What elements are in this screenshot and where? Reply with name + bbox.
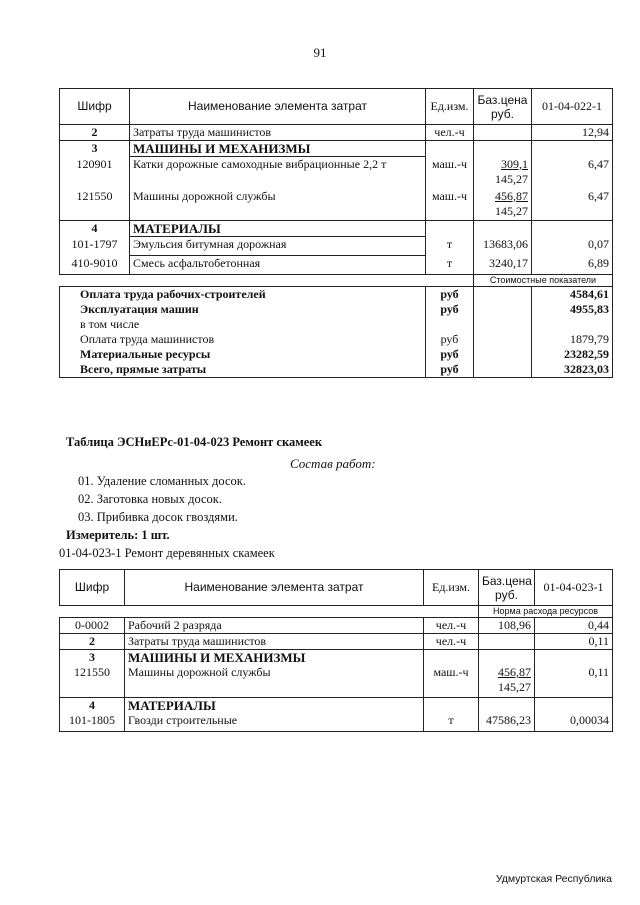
header-name: Наименование элемента затрат [125,570,424,606]
work-item: 01. Удаление сломанных досок. [78,474,246,488]
cost-name: Оплата труда рабочих-строителей [60,287,426,303]
footer-region: Удмуртская Республика [495,873,612,885]
table-row [60,618,613,634]
cell-unit [426,141,474,157]
cell-unit: маш.-ч [424,665,479,697]
meter-line: Измеритель: 1 шт. [66,528,170,542]
table-row [60,665,613,697]
cost-name: Эксплуатация машин [60,302,426,317]
cell-unit: т [424,713,479,732]
cell-value [532,221,613,237]
cost-header-row [60,275,613,287]
cell-price [474,221,532,237]
header-code: Шифр [60,570,125,606]
table-row [60,221,613,237]
cell-code: 2 [60,125,130,141]
cost-row [60,362,613,378]
cell-name: МАШИНЫ И МЕХАНИЗМЫ [130,141,426,157]
cost-price [474,362,532,378]
cell-code: 4 [60,221,130,237]
header-price: Баз.цена руб. [479,570,535,606]
cost-price [474,287,532,303]
cell-price [474,157,532,189]
price-value-2: 145,27 [498,680,531,694]
cost-row [60,317,613,332]
table-row [60,697,613,713]
cost-unit [426,317,474,332]
cost-unit: руб [426,287,474,303]
price-value-2: 145,27 [495,171,528,186]
cost-header: Стоимостные показатели [474,275,613,287]
table-row [60,650,613,666]
cell-unit [426,221,474,237]
norm-header-row [60,606,613,618]
cell-unit [424,697,479,713]
cell-price [474,141,532,157]
header-norm: 01-04-022-1 [532,89,613,125]
cost-row [60,287,613,303]
cost-header-spacer [60,275,474,287]
work-item: 02. Заготовка новых досок. [78,492,223,506]
cell-price [474,125,532,141]
cell-price [479,697,535,713]
cell-unit: т [426,237,474,256]
table-row [60,125,613,141]
cell-name: Машины дорожной службы [125,665,424,697]
cost-unit: руб [426,302,474,317]
cell-unit: маш.-ч [426,189,474,221]
page-number: 91 [313,45,327,60]
header-price: Баз.цена руб. [474,89,532,125]
cost-value [532,317,613,332]
cost-unit: руб [426,332,474,347]
header-name: Наименование элемента затрат [130,89,426,125]
resource-table-2 [59,569,613,732]
section-title: Таблица ЭСНиЕРс-01-04-023 Ремонт скамеек [66,435,323,449]
cell-name: МАТЕРИАЛЫ [130,221,426,237]
cell-code: 121550 [60,189,130,221]
cell-unit: чел.-ч [424,634,479,650]
table-row [60,256,613,275]
cell-unit [424,650,479,666]
cell-unit: маш.-ч [426,157,474,189]
cell-name: Эмульсия битумная дорожная [130,237,426,256]
cost-unit: руб [426,362,474,378]
cost-price [474,302,532,317]
cell-value: 0,11 [535,665,613,697]
cost-value: 32823,03 [532,362,613,378]
price-value: 456,87 [498,665,531,679]
table-row [60,237,613,256]
header-unit: Ед.изм. [426,89,474,125]
cell-unit: чел.-ч [424,618,479,634]
cell-code: 101-1805 [60,713,125,732]
table-row [60,141,613,157]
cell-name: Смесь асфальтобетонная [130,256,426,275]
cell-code: 120901 [60,157,130,189]
norm-header: Норма расхода ресурсов [479,606,613,618]
table-row [60,157,613,189]
resource-code-line: 01-04-023-1 Ремонт деревянных скамеек [59,546,275,560]
cost-name: Материальные ресурсы [60,347,426,362]
work-composition-title: Состав работ: [290,456,376,471]
cell-price [479,634,535,650]
cost-row [60,332,613,347]
cell-unit: т [426,256,474,275]
table-header-row [60,89,613,125]
resource-table-1 [59,88,613,378]
cell-code: 3 [60,650,125,666]
table-row [60,713,613,732]
cell-value: 0,00034 [535,713,613,732]
cost-value: 23282,59 [532,347,613,362]
cell-price [479,650,535,666]
cell-value: 12,94 [532,125,613,141]
cost-name: Всего, прямые затраты [60,362,426,378]
cell-value [535,697,613,713]
cell-price: 3240,17 [474,256,532,275]
cell-unit: чел.-ч [426,125,474,141]
table-row [60,634,613,650]
price-value-2: 145,27 [495,203,528,218]
cell-value: 0,44 [535,618,613,634]
cell-value [532,141,613,157]
cell-name: Затраты труда машинистов [125,634,424,650]
cell-name: Гвозди строительные [125,713,424,732]
cost-name: в том числе [60,317,426,332]
cell-value: 6,89 [532,256,613,275]
cell-name: Машины дорожной службы [130,189,426,221]
cell-code: 121550 [60,665,125,697]
cell-value [535,650,613,666]
work-item: 03. Прибивка досок гвоздями. [78,510,238,524]
cell-price [474,189,532,221]
cell-name: Рабочий 2 разряда [125,618,424,634]
cell-name: МАШИНЫ И МЕХАНИЗМЫ [125,650,424,666]
cost-price [474,317,532,332]
norm-header-spacer [60,606,479,618]
cell-price: 47586,23 [479,713,535,732]
cell-name: Катки дорожные самоходные вибрационные 2,2 т [130,157,426,189]
header-code: Шифр [60,89,130,125]
cell-price: 108,96 [479,618,535,634]
header-norm: 01-04-023-1 [535,570,613,606]
cell-price: 13683,06 [474,237,532,256]
cell-value: 0,07 [532,237,613,256]
price-value: 309,1 [501,156,528,171]
cell-value: 6,47 [532,189,613,221]
cell-value: 6,47 [532,157,613,189]
cost-value: 4955,83 [532,302,613,317]
cost-price [474,332,532,347]
table-row [60,189,613,221]
cell-code: 2 [60,634,125,650]
cell-code: 4 [60,697,125,713]
price-value: 456,87 [495,188,528,203]
table-header-row [60,570,613,606]
cost-row [60,347,613,362]
cell-code: 3 [60,141,130,157]
cost-value: 1879,79 [532,332,613,347]
cost-name: Оплата труда машинистов [60,332,426,347]
cost-value: 4584,61 [532,287,613,303]
cell-code: 0-0002 [60,618,125,634]
cell-code: 410-9010 [60,256,130,275]
cell-price [479,665,535,697]
cell-value: 0,11 [535,634,613,650]
cell-name: Затраты труда машинистов [130,125,426,141]
cost-row [60,302,613,317]
cell-name: МАТЕРИАЛЫ [125,697,424,713]
cell-code: 101-1797 [60,237,130,256]
cost-unit: руб [426,347,474,362]
cost-price [474,347,532,362]
header-unit: Ед.изм. [424,570,479,606]
